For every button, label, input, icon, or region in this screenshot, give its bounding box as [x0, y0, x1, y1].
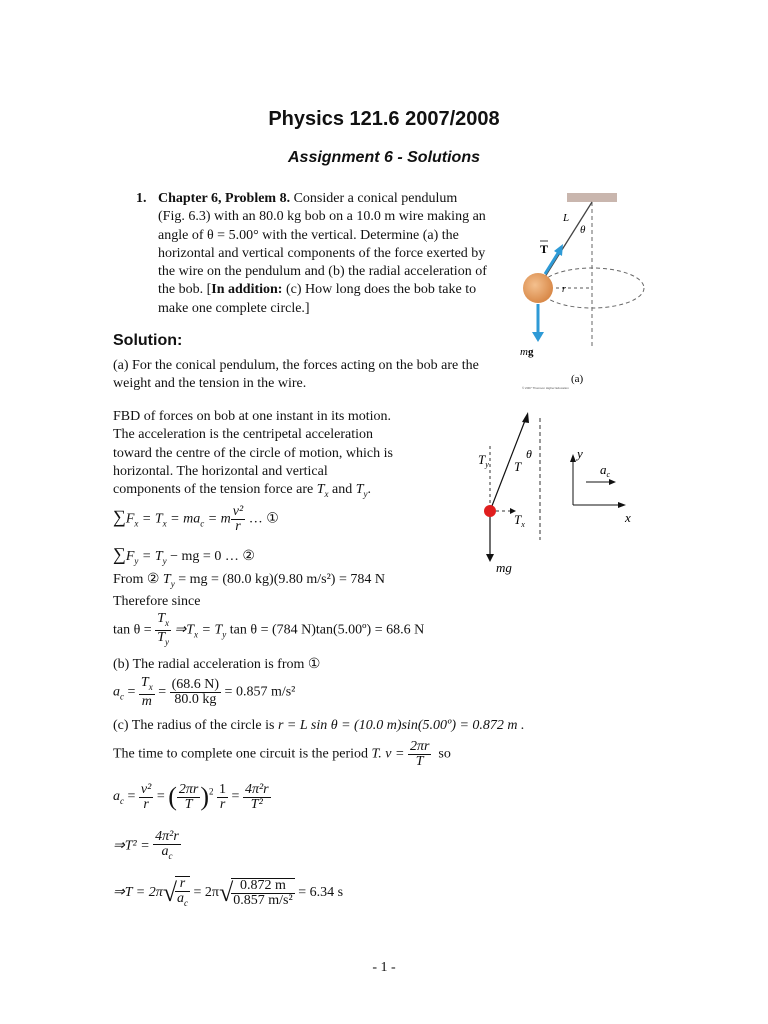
- from-line: From ② $T_y$ = mg = (80.0 kg)(9.80 m/s²) = 784 N: [113, 572, 385, 589]
- ac-expanded-equation: $a_c$ = $\frac{\text{v²}}{r}$ = ( $\frac{2\pi r}{T}$ )$^2$ $\frac{1}{r}$ = $\frac{\text{4π²r}}{\text{T²}}$: [113, 781, 269, 812]
- label-ty: $T_y$: [478, 452, 489, 469]
- equation-1: $\sum F_x = T_x = ma_c = m$ $\frac{\text{v²}}{r}$ … ①: [113, 504, 279, 534]
- problem-heading: Chapter 6, Problem 8.: [158, 191, 291, 206]
- tan-equation: tan θ = $\frac{T_x}{T_y}$ $\Rightarrow T_x = T_y$ tan θ = (784 N)tan(5.00º) = 68.6 N: [113, 611, 425, 647]
- label-T: T: [540, 242, 549, 256]
- problem-statement: Chapter 6, Problem 8. Consider a conical pendulum (Fig. 6.3) with an 80.0 kg bob on a 10.0 m wire making an angle of θ = 5.00° with the vertical. Determine (a) the horizontal and vertical components of the force exerted by the wire on the pendulum and (b) the radial acceleration of the bob. [In addition: (c) How long does the bob take to make one complete circle.]: [158, 191, 487, 316]
- part-a-text: (a) For the conical pendulum, the forces acting on the bob are the weight and the tension in the wire.: [113, 358, 479, 392]
- label-x: x: [625, 510, 631, 525]
- label-tx: $T_x$: [514, 512, 525, 529]
- fbd-figure: [470, 408, 650, 580]
- fbd-bob: [484, 505, 496, 517]
- equation-2: $\sum F_y = T_y$ − mg = 0 … ②: [113, 544, 255, 566]
- label-r: r: [562, 284, 566, 295]
- label-y: y: [577, 446, 583, 461]
- ac-equation: $a_c$ = $\frac{T_x}{m}$ = $\frac{(68.6 N)}{80.0 kg}$ = 0.857 m/s²: [113, 675, 296, 709]
- figure-credit: © 2007 Thomson Higher Education: [522, 386, 569, 390]
- period-result-equation: ⇒T = 2π√ $\frac{r}{a_c}$ = 2π√ $\frac{0.872 m}{\text{0.857 m/s²}}$ = 6.34 s: [113, 876, 344, 908]
- label-theta: θ: [580, 224, 586, 236]
- label-ac: $a_c$: [600, 462, 611, 479]
- page-subtitle: Assignment 6 - Solutions: [287, 149, 480, 166]
- part-c-text: (c) The radius of the circle is r = L sin θ = (10.0 m)sin(5.00º) = 0.872 m .: [113, 718, 525, 733]
- figure-caption: (a): [571, 373, 584, 385]
- page-title: Physics 121.6 2007/2008: [268, 108, 500, 130]
- ceiling-support: [567, 193, 617, 202]
- solution-heading: Solution:: [113, 332, 183, 349]
- label-mg: mg: [496, 560, 512, 575]
- period-line: The time to complete one circuit is the period T. v = $\frac{2\pi r}{T}$ so: [113, 739, 451, 769]
- fbd-paragraph: FBD of forces on bob at one instant in its motion. The acceleration is the centripetal acceleration toward the centre of the circle of motion, which is horizontal. The horizontal and vertical components of the tension force are $T_x$ and $T_y$.: [113, 409, 393, 499]
- label-L: L: [563, 212, 570, 224]
- page-number: - 1 -: [372, 960, 396, 975]
- therefore-text: Therefore since: [113, 594, 201, 609]
- pendulum-bob: [523, 273, 553, 303]
- conical-pendulum-figure: [512, 188, 662, 393]
- problem-number: 1.: [136, 191, 147, 206]
- label-t: T: [514, 459, 522, 474]
- t-squared-equation: ⇒T² = $\frac{\text{4π²r}}{a_c}$: [113, 829, 179, 861]
- label-mg: mg: [520, 346, 534, 358]
- part-b-text: (b) The radial acceleration is from ①: [113, 657, 321, 672]
- label-theta: θ: [526, 447, 532, 461]
- weight-arrow-head: [532, 332, 544, 342]
